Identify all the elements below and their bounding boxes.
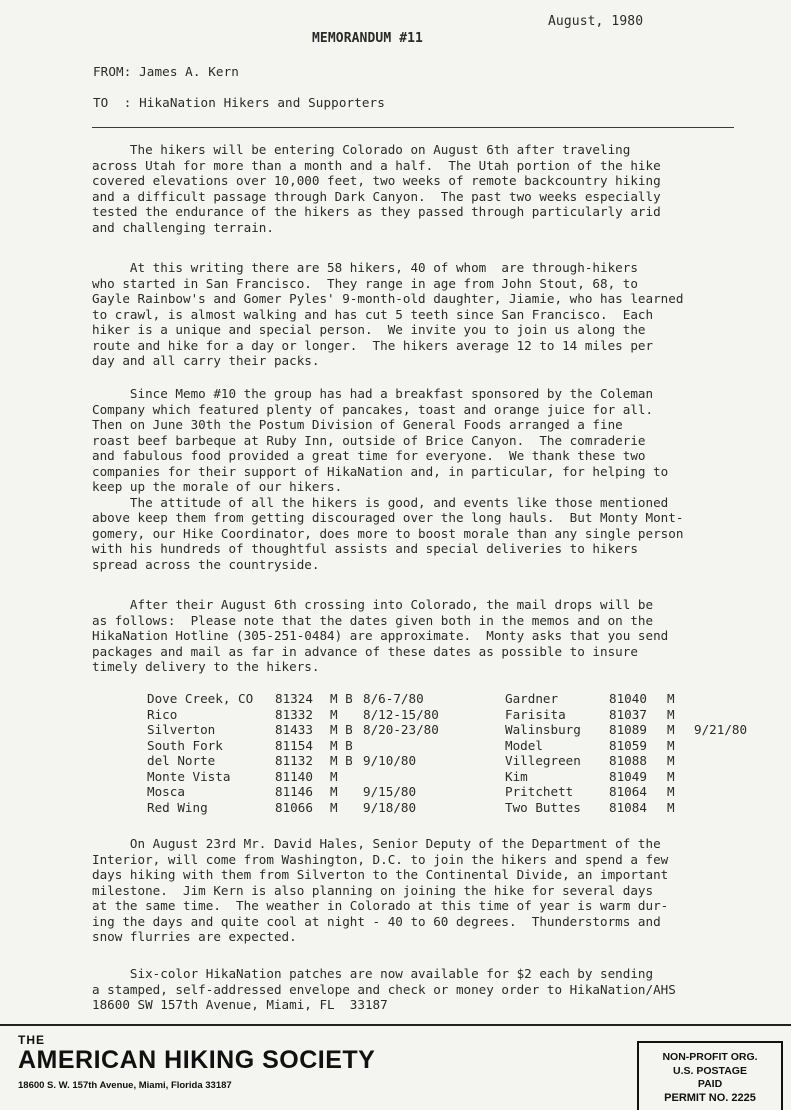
mail-drop-row	[147, 753, 754, 769]
text-line: above keep them from getting discouraged over the long hauls. But Monty Mont-	[92, 510, 684, 525]
mail-drop-cell: del Norte	[147, 753, 216, 768]
mail-drop-cell: 81146	[275, 784, 313, 799]
mail-drop-cell: 81084	[609, 799, 647, 815]
text-line: packages and mail as far in advance of these dates as possible to insure	[92, 643, 638, 659]
mail-drop-cell: M	[667, 753, 675, 768]
org-address: 18600 S. W. 157th Avenue, Miami, Florida 33187	[18, 1080, 232, 1091]
mail-drop-cell: 8/12-15/80	[363, 706, 439, 722]
org-logo-name: AMERICAN HIKING SOCIETY	[18, 1046, 376, 1074]
text-line: Then on June 30th the Postum Division of General Foods arranged a fine	[92, 417, 623, 432]
text-line: milestone. Jim Kern is also planning on joining the hike for several days	[92, 882, 654, 898]
mail-drop-cell: M	[330, 784, 338, 799]
mail-drop-cell: Mosca	[147, 784, 185, 799]
mail-drop-row	[147, 769, 754, 785]
mail-drop-cell	[694, 769, 754, 785]
text-line: and fabulous food provided a great time for everyone. We thank these two	[92, 448, 646, 463]
mail-drop-cell: 9/21/80	[694, 722, 748, 737]
mail-drop-cell: M	[667, 768, 675, 784]
mail-drop-cell: Red Wing	[147, 799, 208, 815]
text-line: roast beef barbeque at Ruby Inn, outside of Brice Canyon. The comraderie	[92, 432, 646, 448]
paragraph-utah	[92, 142, 732, 235]
text-line: to crawl, is almost walking and has cut 5 teeth since San Francisco. Each	[92, 306, 654, 322]
text-line: as follows: Please note that the dates given both in the memos and on the	[92, 612, 654, 628]
mail-drop-cell: 8/6-7/80	[363, 691, 424, 706]
text-line: Gayle Rainbow's and Gomer Pyles' 9-month-old daughter, Jiamie, who has learned	[92, 291, 684, 306]
mail-drop-cell: 81433	[275, 722, 313, 737]
mail-drop-row	[147, 738, 754, 754]
mail-drop-cell: M	[667, 784, 675, 799]
mail-drop-cell: Pritchett	[505, 784, 574, 799]
mail-drop-cell	[694, 753, 754, 769]
mail-drop-cell: Villegreen	[505, 753, 581, 768]
mail-drop-cell: M	[667, 722, 675, 737]
postage-line: PERMIT NO. 2225	[664, 1091, 756, 1104]
mail-drop-row	[147, 784, 754, 800]
mail-drop-row	[147, 691, 754, 707]
text-line: route and hike for a day or longer. The hikers average 12 to 14 miles per	[92, 337, 654, 353]
text-line: with his hundreds of thoughtful assists and special deliveries to hikers	[92, 541, 638, 556]
postage-line: PAID	[697, 1078, 723, 1090]
mail-drop-cell: Model	[505, 737, 543, 753]
text-line: Since Memo #10 the group has had a breakfast sponsored by the Coleman	[92, 386, 654, 401]
text-line: and a difficult passage through Dark Canyon. The past two weeks especially	[92, 188, 661, 204]
mail-drop-cell: M B	[330, 722, 353, 737]
mail-drop-cell: 9/15/80	[363, 784, 417, 799]
text-line: across Utah for more than a month and a half. The Utah portion of the hike	[92, 157, 661, 173]
mail-drop-cell: 81040	[609, 691, 647, 706]
mail-drop-cell: Monte Vista	[147, 768, 231, 784]
text-line: After their August 6th crossing into Colorado, the mail drops will be	[92, 597, 654, 612]
text-line: spread across the countryside.	[92, 556, 320, 572]
paragraph-sponsors	[92, 386, 732, 572]
mail-drop-cell: 81132	[275, 753, 313, 768]
text-line: at the same time. The weather in Colorado at this time of year is warm dur-	[92, 898, 669, 913]
footer-divider	[0, 1024, 791, 1026]
text-line: day and all carry their packs.	[92, 353, 320, 368]
paragraph-patches	[92, 966, 732, 1013]
mail-drop-cell	[694, 784, 754, 800]
mail-drop-row	[147, 722, 754, 738]
text-line: keep up the morale of our hikers.	[92, 479, 343, 494]
mail-drop-cell: 81140	[275, 768, 313, 784]
text-line: companies for their support of HikaNation and, in particular, for helping to	[92, 463, 669, 479]
mail-drop-cell: 81088	[609, 753, 647, 768]
mail-drop-cell: 81049	[609, 768, 647, 784]
text-line: 18600 SW 157th Avenue, Miami, FL 33187	[92, 997, 388, 1012]
mail-drop-cell: 9/10/80	[363, 753, 417, 768]
mail-drop-cell: Kim	[505, 768, 528, 784]
mail-drop-cell: M	[667, 706, 675, 722]
mail-drop-cell: M B	[330, 737, 353, 753]
mail-drop-cell: Gardner	[505, 691, 559, 706]
text-line: a stamped, self-addressed envelope and check or money order to HikaNation/AHS	[92, 981, 676, 997]
text-line: hiker is a unique and special person. We invite you to join us along the	[92, 322, 646, 337]
mail-drop-cell: M	[330, 799, 338, 815]
postage-line: NON-PROFIT ORG.	[662, 1051, 758, 1063]
text-line: tested the endurance of the hikers as they passed through particularly arid	[92, 204, 661, 219]
mail-drop-table	[147, 691, 754, 815]
org-logo-the: THE	[18, 1033, 45, 1047]
to-line: TO : HikaNation Hikers and Supporters	[93, 95, 385, 110]
text-line: Interior, will come from Washington, D.C. to join the hikers and spend a few	[92, 851, 669, 867]
mail-drop-cell: 81089	[609, 722, 647, 737]
memo-title: MEMORANDUM #11	[312, 31, 423, 46]
memo-date: August, 1980	[548, 14, 644, 29]
text-line: covered elevations over 10,000 feet, two weeks of remote backcountry hiking	[92, 173, 661, 188]
postage-line: U.S. POSTAGE	[673, 1064, 747, 1077]
text-line: Six-color HikaNation patches are now available for $2 each by sending	[92, 966, 654, 981]
mail-drop-cell: M B	[330, 691, 353, 706]
mail-drop-cell	[694, 738, 754, 754]
text-line: HikaNation Hotline (305-251-0484) are approximate. Monty asks that you send	[92, 628, 669, 643]
mail-drop-cell: Farisita	[505, 706, 566, 722]
text-line: days hiking with them from Silverton to the Continental Divide, an important	[92, 867, 669, 882]
mail-drop-cell: 81064	[609, 784, 647, 799]
mail-drop-cell: M	[667, 691, 675, 706]
header-divider	[92, 127, 734, 128]
mail-drop-cell: M	[330, 768, 338, 784]
text-line: snow flurries are expected.	[92, 929, 297, 944]
mail-drop-cell: 81066	[275, 799, 313, 815]
text-line: gomery, our Hike Coordinator, does more to boost morale than any single person	[92, 525, 684, 541]
mail-drop-cell: 81059	[609, 737, 647, 753]
paragraph-hikers	[92, 260, 732, 369]
text-line: Company which featured plenty of pancakes, toast and orange juice for all.	[92, 401, 654, 417]
paragraph-hales-visit	[92, 836, 732, 945]
mail-drop-cell: 81154	[275, 737, 313, 753]
text-line: timely delivery to the hikers.	[92, 659, 320, 674]
mail-drop-cell: Walinsburg	[505, 722, 581, 737]
mail-drop-cell	[694, 707, 754, 723]
mail-drop-cell: M	[667, 799, 675, 815]
text-line: ing the days and quite cool at night - 40 to 60 degrees. Thunderstorms and	[92, 913, 661, 929]
mail-drop-cell: 8/20-23/80	[363, 722, 439, 737]
mail-drop-cell	[694, 691, 754, 707]
mail-drop-cell: M	[667, 737, 675, 753]
mail-drop-cell: 81332	[275, 706, 313, 722]
mail-drop-cell: Silverton	[147, 722, 216, 737]
mail-drop-cell: Dove Creek, CO	[147, 691, 254, 706]
text-line: and challenging terrain.	[92, 219, 274, 235]
from-line: FROM: James A. Kern	[93, 64, 239, 79]
mail-drop-cell: Two Buttes	[505, 799, 581, 815]
mail-drop-cell: Rico	[147, 706, 178, 722]
mail-drop-cell: 9/18/80	[363, 799, 417, 815]
mail-drop-cell: 81324	[275, 691, 313, 706]
mail-drop-cell	[363, 738, 505, 754]
text-line: who started in San Francisco. They range in age from John Stout, 68, to	[92, 275, 638, 291]
mail-drop-cell: M B	[330, 753, 353, 768]
mail-drop-cell	[363, 769, 505, 785]
text-line: On August 23rd Mr. David Hales, Senior Deputy of the Department of the	[92, 836, 661, 851]
text-line: At this writing there are 58 hikers, 40 of whom are through-hikers	[92, 260, 638, 275]
mail-drop-cell: South Fork	[147, 737, 223, 753]
mail-drop-row	[147, 707, 754, 723]
mail-drop-cell: 81037	[609, 706, 647, 722]
postage-indicia	[637, 1041, 783, 1110]
mail-drop-cell	[694, 800, 754, 816]
paragraph-mail-drops	[92, 597, 732, 675]
mail-drop-row	[147, 800, 754, 816]
text-line: The hikers will be entering Colorado on August 6th after traveling	[92, 142, 631, 157]
mail-drop-cell: M	[330, 706, 338, 722]
text-line: The attitude of all the hikers is good, and events like those mentioned	[92, 494, 669, 510]
